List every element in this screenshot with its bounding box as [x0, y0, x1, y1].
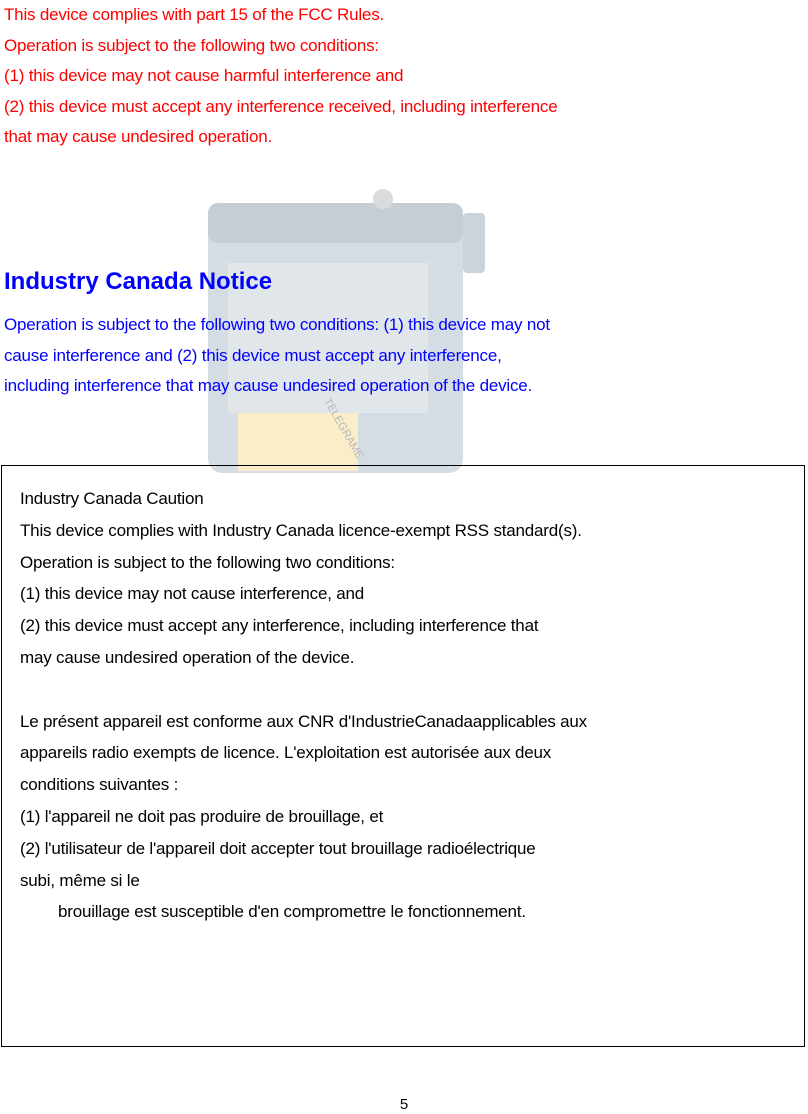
caution-line-fr: brouillage est susceptible d'en compromettre le fonctionnement.: [58, 902, 526, 922]
caution-line: Operation is subject to the following two conditions:: [20, 552, 395, 572]
fcc-line: that may cause undesired operation.: [4, 127, 273, 146]
industry-canada-caution-box: [1, 465, 805, 1047]
caution-line: (1) this device may not cause interference, and: [20, 584, 365, 604]
industry-canada-notice: [4, 310, 550, 402]
caution-line-fr: (1) l'appareil ne doit pas produire de brouillage, et: [20, 806, 384, 826]
caution-line-fr: subi, même si le: [20, 870, 140, 890]
caution-line-fr: appareils radio exempts de licence. L'exploitation est autorisée aux deux: [20, 743, 552, 763]
caution-line-fr: conditions suivantes :: [20, 775, 179, 795]
caution-line-fr: (2) l'utilisateur de l'appareil doit accepter tout brouillage radioélectrique: [20, 838, 536, 858]
fcc-line: Operation is subject to the following two conditions:: [4, 35, 379, 55]
fcc-line: (2) this device must accept any interference received, including interference: [4, 96, 558, 116]
watermark-label: TELEGRAME: [321, 396, 366, 462]
blank-spacer: [20, 674, 587, 706]
caution-line-fr: Le présent appareil est conforme aux CNR d'IndustrieCanadaapplicables aux: [20, 711, 587, 731]
caution-line: This device complies with Industry Canada licence-exempt RSS standard(s).: [20, 520, 582, 540]
caution-text: [20, 483, 587, 928]
caution-line: may cause undesired operation of the device.: [20, 647, 355, 667]
caution-title: Industry Canada Caution: [20, 489, 204, 508]
fcc-statement: [4, 0, 557, 153]
caution-line: (2) this device must accept any interference, including interference that: [20, 616, 539, 636]
page-number: 5: [399, 1096, 409, 1113]
fcc-line: This device complies with part 15 of the FCC Rules.: [4, 5, 385, 24]
notice-line: including interference that may cause undesired operation of the device.: [4, 376, 533, 395]
industry-canada-heading: Industry Canada Notice: [4, 268, 273, 295]
notice-line: Operation is subject to the following two conditions: (1) this device may not: [4, 315, 550, 334]
notice-line: cause interference and (2) this device must accept any interference,: [4, 345, 502, 365]
fcc-line: (1) this device may not cause harmful interference and: [4, 66, 404, 85]
